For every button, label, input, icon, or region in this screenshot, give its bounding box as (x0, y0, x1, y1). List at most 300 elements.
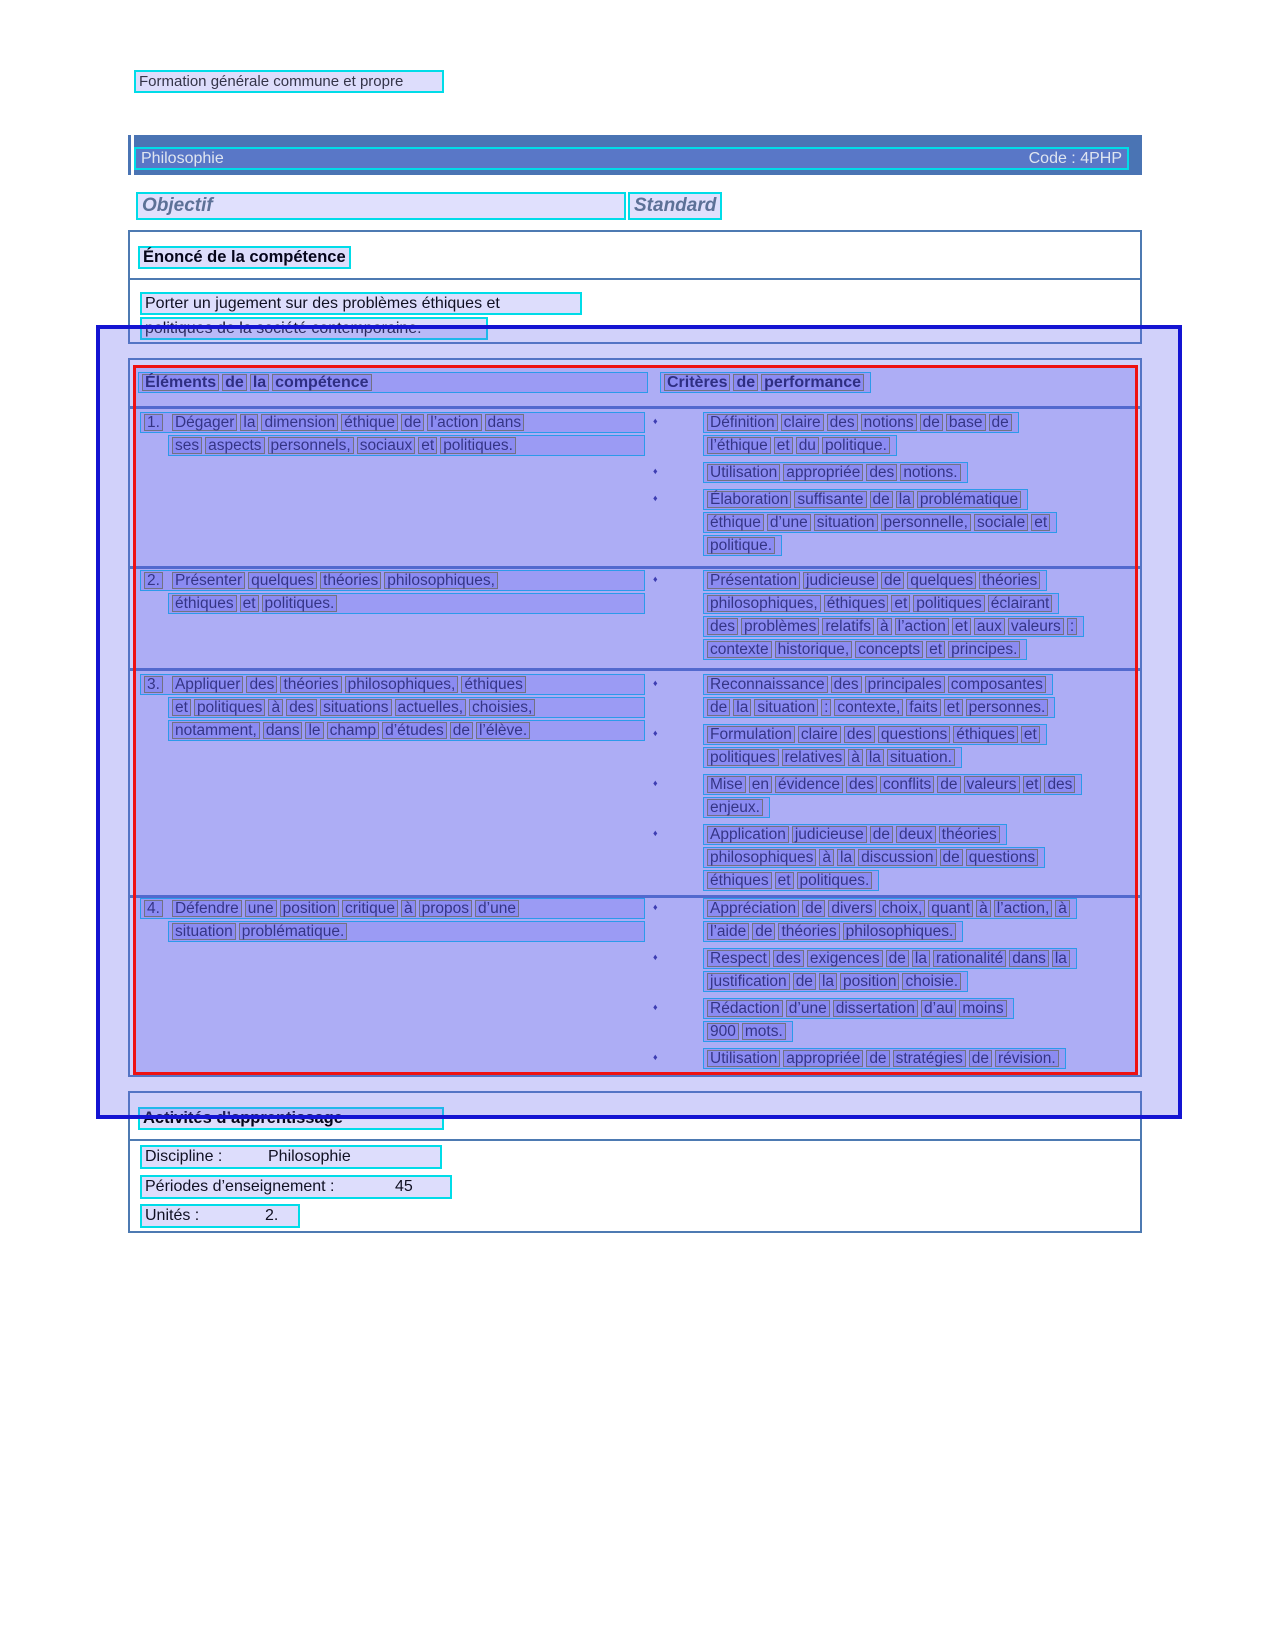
column-header-line (660, 372, 871, 393)
standard-heading: Standard (628, 192, 722, 220)
title-bar (128, 135, 1142, 175)
criterion-line (703, 747, 962, 768)
objectif-heading: Objectif (136, 192, 626, 220)
diamond-bullet-icon: ♦ (653, 778, 658, 788)
ocr-word: questions (878, 726, 950, 743)
ocr-word: Appliquer (172, 676, 244, 693)
criterion (650, 948, 1155, 994)
ocr-word: le (305, 722, 323, 739)
criterion-line (703, 535, 782, 556)
ocr-word: situation (172, 923, 236, 940)
ocr-word: dans (1009, 950, 1049, 967)
ocr-word: théories (280, 676, 341, 693)
row-divider (130, 566, 1140, 569)
criterion-line (703, 847, 1045, 868)
criterion-line (703, 1021, 793, 1042)
criterion (650, 462, 1155, 485)
ocr-word: moins (959, 1000, 1006, 1017)
ocr-word: d’une (475, 900, 519, 917)
ocr-word: éthiques (461, 676, 526, 693)
ocr-word: dans (263, 722, 303, 739)
ocr-word: deux (896, 826, 936, 843)
ocr-word: situation. (887, 749, 955, 766)
criterion-lines (703, 570, 1155, 662)
ocr-word: suffisante (794, 491, 866, 508)
ocr-word: situations (320, 699, 391, 716)
ocr-word: Mise (707, 776, 746, 793)
ocr-word: de (802, 900, 825, 917)
enonce-divider (130, 278, 1140, 280)
diamond-bullet-icon: ♦ (653, 828, 658, 838)
ocr-word: Respect (707, 950, 770, 967)
diamond-bullet-icon: ♦ (653, 952, 658, 962)
ocr-word: des (846, 776, 877, 793)
ocr-word: de (866, 1050, 889, 1067)
ocr-word: appropriée (783, 1050, 863, 1067)
ocr-word: position (840, 973, 899, 990)
ocr-word: 1. (144, 414, 163, 431)
ocr-word: de (401, 414, 424, 431)
ocr-word: discussion (858, 849, 936, 866)
ocr-word: problématique (917, 491, 1021, 508)
ocr-word: contexte (707, 641, 772, 658)
element-cell (140, 570, 652, 616)
criterion-lines (703, 412, 1155, 458)
ocr-word: politiques. (262, 595, 338, 612)
ocr-word: Reconnaissance (707, 676, 828, 693)
ocr-word: mots. (742, 1023, 786, 1040)
ocr-word: valeurs (964, 776, 1020, 793)
ocr-word: de (793, 973, 816, 990)
criterion-line (703, 870, 879, 891)
ocr-word: à (819, 849, 834, 866)
ocr-word: et (418, 437, 437, 454)
ocr-word: de (881, 572, 904, 589)
criterion-line (703, 512, 1057, 533)
ocr-word: 2. (144, 572, 163, 589)
ocr-word: notions. (900, 464, 960, 481)
course-title: Philosophie (141, 149, 224, 167)
ocr-word: philosophiques, (345, 676, 459, 693)
ocr-word: Présenter (172, 572, 245, 589)
ocr-word: évidence (775, 776, 843, 793)
criterion-line (703, 570, 1047, 591)
ocr-word: aux (974, 618, 1005, 635)
ocr-word: des (246, 676, 277, 693)
enonce-body (140, 292, 582, 342)
ocr-word: à (401, 900, 416, 917)
criterion-line (703, 921, 963, 942)
criterion-lines (703, 489, 1155, 558)
ocr-word: situation (814, 514, 878, 531)
ocr-word: des (1044, 776, 1075, 793)
criteria-cell (650, 898, 1155, 1075)
ocr-word: éthiques (707, 872, 772, 889)
element-line (140, 570, 645, 591)
criterion (650, 674, 1155, 720)
ocr-word: et (775, 872, 794, 889)
criterion (650, 724, 1155, 770)
ocr-word: problèmes (741, 618, 819, 635)
ocr-word: et (1023, 776, 1042, 793)
ocr-word: éthique (707, 514, 764, 531)
criterion-lines (703, 998, 1155, 1044)
ocr-word: philosophiques. (843, 923, 957, 940)
activites-divider (130, 1139, 1140, 1141)
ocr-word: de (870, 826, 893, 843)
criterion-lines (703, 948, 1155, 994)
ocr-word: et (172, 699, 191, 716)
ocr-word: de (937, 776, 960, 793)
ocr-word: et (240, 595, 259, 612)
criterion-line (703, 639, 1027, 660)
criterion-lines (703, 774, 1155, 820)
ocr-word: politique. (707, 537, 775, 554)
ocr-word: à (848, 749, 863, 766)
row-divider (130, 668, 1140, 671)
enonce-header (138, 246, 351, 271)
criterion-line (703, 898, 1077, 919)
ocr-word: l’élève. (476, 722, 530, 739)
criterion-line (703, 462, 968, 483)
ocr-word: Élaboration (707, 491, 791, 508)
criterion-line (703, 948, 1077, 969)
competence-col1-header (138, 372, 648, 395)
ocr-word: champ (327, 722, 380, 739)
ocr-word: 4. (144, 900, 163, 917)
ocr-word: et (891, 595, 910, 612)
criterion-line (703, 697, 1055, 718)
ocr-word: à (268, 699, 283, 716)
ocr-word: 3. (144, 676, 163, 693)
ocr-word: la (1052, 950, 1070, 967)
ocr-word: performance (761, 374, 864, 391)
criterion (650, 824, 1155, 893)
ocr-word: Définition (707, 414, 778, 431)
criterion-line (703, 1048, 1066, 1069)
ocr-word: la (912, 950, 930, 967)
activity-field (140, 1145, 442, 1171)
field-label: Périodes d’enseignement : (145, 1178, 335, 1195)
criterion (650, 412, 1155, 458)
element-cell (140, 412, 652, 458)
ocr-word: principes. (948, 641, 1020, 658)
criterion-line (703, 616, 1084, 637)
element-line (168, 435, 645, 456)
criterion-line (703, 593, 1059, 614)
ocr-word: choisie. (902, 973, 961, 990)
ocr-word: choisies, (469, 699, 535, 716)
element-line (140, 412, 645, 433)
ocr-word: éthiques (824, 595, 889, 612)
criterion (650, 898, 1155, 944)
ocr-word: l’aide (707, 923, 749, 940)
enonce-line: politiques de la société contemporaine. (140, 317, 488, 340)
ocr-word: enjeux. (707, 799, 763, 816)
criterion (650, 998, 1155, 1044)
ocr-word: composantes (948, 676, 1046, 693)
ocr-word: conflits (880, 776, 934, 793)
ocr-word: ses (172, 437, 202, 454)
criterion-lines (703, 724, 1155, 770)
ocr-word: et (926, 641, 945, 658)
ocr-word: dans (485, 414, 525, 431)
ocr-word: position (280, 900, 339, 917)
ocr-word: théories (778, 923, 839, 940)
ocr-word: des (707, 618, 738, 635)
ocr-word: de (870, 491, 893, 508)
field-value: 45 (395, 1178, 413, 1195)
section-headings (136, 192, 722, 220)
ocr-word: personnelle, (881, 514, 971, 531)
criterion-lines (703, 674, 1155, 720)
ocr-word: notions (861, 414, 917, 431)
diamond-bullet-icon: ♦ (653, 1002, 658, 1012)
ocr-word: des (286, 699, 317, 716)
criterion-line (703, 674, 1053, 695)
ocr-word: philosophiques, (384, 572, 498, 589)
ocr-word: contexte, (834, 699, 903, 716)
criterion-lines (703, 898, 1155, 944)
ocr-word: problématique. (239, 923, 348, 940)
ocr-word: à (976, 900, 991, 917)
ocr-word: l’éthique (707, 437, 771, 454)
ocr-word: la (250, 374, 269, 391)
ocr-word: dimension (261, 414, 338, 431)
ocr-word: : (1067, 618, 1077, 635)
ocr-word: critique (342, 900, 398, 917)
ocr-word: situation (754, 699, 818, 716)
ocr-word: de (920, 414, 943, 431)
ocr-word: : (821, 699, 831, 716)
ocr-word: en (749, 776, 772, 793)
ocr-word: des (866, 464, 897, 481)
ocr-word: Éléments (142, 374, 219, 391)
ocr-word: claire (798, 726, 841, 743)
criterion-line (703, 412, 1019, 433)
field-line (140, 1175, 452, 1199)
activites-table (128, 1091, 1142, 1233)
title-bar-highlight-box (134, 147, 1129, 170)
diamond-bullet-icon: ♦ (653, 574, 658, 584)
ocr-word: divers (828, 900, 875, 917)
ocr-word: de (940, 849, 963, 866)
ocr-word: appropriée (783, 464, 863, 481)
ocr-word: une (245, 900, 277, 917)
criterion-lines (703, 462, 1155, 485)
ocr-word: éthiques (953, 726, 1018, 743)
ocr-word: de (969, 1050, 992, 1067)
element-line (140, 674, 645, 695)
ocr-word: l’action (427, 414, 481, 431)
criterion-lines (703, 1048, 1155, 1071)
criterion-line (703, 724, 1047, 745)
field-value: 2. (265, 1207, 279, 1224)
ocr-word: rationalité (933, 950, 1006, 967)
ocr-word: théories (939, 826, 1000, 843)
field-label: Unités : (145, 1207, 200, 1224)
criterion-line (703, 824, 1007, 845)
ocr-word: d’une (786, 1000, 830, 1017)
ocr-word: et (952, 618, 971, 635)
ocr-word: d’une (767, 514, 811, 531)
competence-col2-header (660, 372, 871, 395)
criterion (650, 1048, 1155, 1071)
program-label-box (134, 70, 444, 95)
ocr-word: d’au (921, 1000, 956, 1017)
ocr-word: claire (781, 414, 824, 431)
field-value: Philosophie (268, 1148, 351, 1165)
field-line (140, 1204, 300, 1228)
criteria-cell (650, 412, 1155, 562)
ocr-word: l’action, (994, 900, 1053, 917)
ocr-word: base (946, 414, 986, 431)
ocr-word: concepts (855, 641, 923, 658)
ocr-word: révision. (995, 1050, 1059, 1067)
ocr-word: sociaux (357, 437, 416, 454)
ocr-word: politique. (822, 437, 890, 454)
diamond-bullet-icon: ♦ (653, 728, 658, 738)
ocr-word: Utilisation (707, 464, 780, 481)
diamond-bullet-icon: ♦ (653, 1052, 658, 1062)
criterion (650, 489, 1155, 558)
ocr-word: judicieuse (792, 826, 867, 843)
ocr-word: politiques. (797, 872, 873, 889)
ocr-word: dissertation (833, 1000, 918, 1017)
diamond-bullet-icon: ♦ (653, 466, 658, 476)
ocr-word: de (222, 374, 247, 391)
ocr-word: de (989, 414, 1012, 431)
ocr-word: propos (419, 900, 472, 917)
diamond-bullet-icon: ♦ (653, 493, 658, 503)
ocr-word: des (827, 414, 858, 431)
ocr-word: théories (979, 572, 1040, 589)
ocr-word: la (240, 414, 258, 431)
ocr-word: des (773, 950, 804, 967)
program-label: Formation générale commune et propre (134, 70, 444, 93)
ocr-word: à (1055, 900, 1070, 917)
ocr-word: 900 (707, 1023, 739, 1040)
ocr-word: stratégies (893, 1050, 966, 1067)
competence-table (128, 358, 1142, 1077)
ocr-word: des (844, 726, 875, 743)
ocr-word: théories (320, 572, 381, 589)
ocr-word: et (944, 699, 963, 716)
ocr-word: philosophiques, (707, 595, 821, 612)
diamond-bullet-icon: ♦ (653, 902, 658, 912)
ocr-word: Dégager (172, 414, 237, 431)
ocr-word: aspects (205, 437, 264, 454)
ocr-word: quelques (907, 572, 976, 589)
ocr-word: des (831, 676, 862, 693)
ocr-word: principales (865, 676, 945, 693)
criterion-line (703, 489, 1028, 510)
ocr-word: faits (906, 699, 940, 716)
ocr-word: relatives (782, 749, 846, 766)
criterion (650, 774, 1155, 820)
ocr-word: la (896, 491, 914, 508)
ocr-word: compétence (272, 374, 371, 391)
ocr-word: philosophiques (707, 849, 816, 866)
field-label: Discipline : (145, 1148, 223, 1165)
ocr-word: du (796, 437, 819, 454)
ocr-word: Critères (664, 374, 730, 391)
ocr-word: de (752, 923, 775, 940)
criterion-line (703, 971, 968, 992)
element-line (168, 593, 645, 614)
ocr-word: quelques (248, 572, 317, 589)
ocr-word: personnels, (268, 437, 354, 454)
ocr-word: politiques. (440, 437, 516, 454)
ocr-word: historique, (775, 641, 853, 658)
criterion-line (703, 774, 1082, 795)
diamond-bullet-icon: ♦ (653, 678, 658, 688)
activites-title: Activités d’apprentissage (138, 1107, 444, 1130)
ocr-word: judicieuse (803, 572, 878, 589)
ocr-word: valeurs (1008, 618, 1064, 635)
element-line (168, 697, 645, 718)
ocr-word: la (837, 849, 855, 866)
activity-field (140, 1204, 300, 1230)
ocr-word: d’études (382, 722, 447, 739)
criterion-line (703, 797, 770, 818)
criterion-line (703, 435, 897, 456)
element-line (168, 921, 645, 942)
column-header-line (138, 372, 648, 393)
ocr-word: de (886, 950, 909, 967)
activity-field (140, 1175, 452, 1201)
element-cell (140, 898, 652, 944)
ocr-word: sociale (974, 514, 1028, 531)
row-divider (130, 406, 1140, 409)
element-line (168, 720, 645, 741)
field-line (140, 1145, 442, 1169)
ocr-word: éthiques (172, 595, 237, 612)
ocr-word: éclairant (988, 595, 1053, 612)
enonce-title: Énoncé de la compétence (138, 246, 351, 269)
ocr-word: politiques (194, 699, 266, 716)
ocr-word: et (1021, 726, 1040, 743)
ocr-word: Présentation (707, 572, 800, 589)
element-line (140, 898, 645, 919)
ocr-word: relatifs (822, 618, 874, 635)
ocr-word: de (733, 374, 758, 391)
ocr-word: la (733, 699, 751, 716)
ocr-word: et (1031, 514, 1050, 531)
criterion-lines (703, 824, 1155, 893)
ocr-word: personnes. (966, 699, 1049, 716)
ocr-word: Défendre (172, 900, 242, 917)
ocr-word: politiques (707, 749, 779, 766)
ocr-word: Application (707, 826, 789, 843)
ocr-word: questions (966, 849, 1038, 866)
activites-header (138, 1107, 444, 1132)
element-cell (140, 674, 652, 743)
ocr-word: et (774, 437, 793, 454)
ocr-word: de (707, 699, 730, 716)
ocr-word: la (819, 973, 837, 990)
criterion-line (703, 998, 1014, 1019)
ocr-word: à (877, 618, 892, 635)
ocr-word: justification (707, 973, 790, 990)
criteria-cell (650, 674, 1155, 897)
ocr-word: Formulation (707, 726, 795, 743)
ocr-word: Appréciation (707, 900, 799, 917)
ocr-word: politiques (913, 595, 985, 612)
ocr-word: exigences (807, 950, 883, 967)
ocr-word: de (450, 722, 473, 739)
course-code: Code : 4PHP (1028, 149, 1122, 167)
